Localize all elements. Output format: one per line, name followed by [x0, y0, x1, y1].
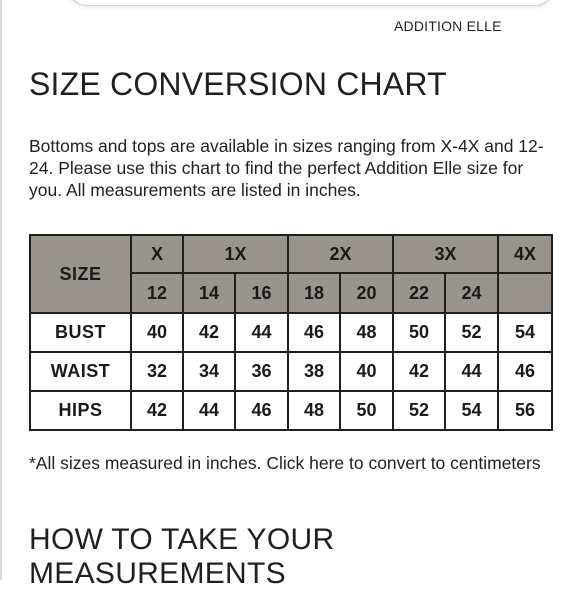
size-header: 14 — [183, 273, 235, 313]
size-header: 22 — [393, 273, 445, 313]
table-cell: 40 — [131, 313, 183, 352]
table-cell: 42 — [183, 313, 235, 352]
table-cell: 54 — [498, 313, 552, 352]
table-cell: 34 — [183, 352, 235, 391]
table-cell: 50 — [340, 391, 393, 430]
table-cell: 44 — [183, 391, 235, 430]
page-title: SIZE CONVERSION CHART — [29, 66, 447, 102]
table-cell: 36 — [235, 352, 288, 391]
group-header-x: X — [131, 235, 183, 273]
section-title-measurements: HOW TO TAKE YOUR MEASUREMENTS — [29, 523, 335, 590]
row-label: BUST — [30, 313, 131, 352]
table-cell: 56 — [498, 391, 552, 430]
table-cell: 44 — [445, 352, 498, 391]
group-header-4x: 4X — [498, 235, 552, 273]
group-header-1x: 1X — [183, 235, 288, 273]
table-header-row-groups — [30, 235, 552, 273]
table-cell: 42 — [131, 391, 183, 430]
size-conversion-table — [29, 234, 553, 431]
table-cell: 38 — [288, 352, 340, 391]
table-cell: 46 — [288, 313, 340, 352]
table-cell: 32 — [131, 352, 183, 391]
table-cell: 40 — [340, 352, 393, 391]
row-label: WAIST — [30, 352, 131, 391]
size-corner-header: SIZE — [30, 235, 131, 313]
intro-text: Bottoms and tops are available in sizes ranging from X-4X and 12-24. Please use this chart to find the perfect Addition Elle size for you. All measurements are listed in inches. — [29, 136, 544, 200]
table-row-waist — [30, 352, 552, 391]
table-cell: 44 — [235, 313, 288, 352]
top-card-edge — [66, 0, 556, 6]
table-cell: 46 — [235, 391, 288, 430]
group-header-3x: 3X — [393, 235, 498, 273]
size-header: 18 — [288, 273, 340, 313]
group-header-2x: 2X — [288, 235, 393, 273]
size-header: 12 — [131, 273, 183, 313]
size-header: 24 — [445, 273, 498, 313]
footnote-convert-link[interactable]: *All sizes measured in inches. Click here to convert to centimeters — [29, 453, 541, 473]
table-cell: 48 — [288, 391, 340, 430]
size-header: 16 — [235, 273, 288, 313]
brand-label: ADDITION ELLE — [394, 18, 502, 34]
table-cell: 42 — [393, 352, 445, 391]
table-cell: 48 — [340, 313, 393, 352]
row-label: HIPS — [30, 391, 131, 430]
table-row-hips — [30, 391, 552, 430]
left-divider — [0, 0, 2, 580]
table-cell: 46 — [498, 352, 552, 391]
table-row-bust — [30, 313, 552, 352]
table-cell: 52 — [393, 391, 445, 430]
table-cell: 54 — [445, 391, 498, 430]
size-header: 20 — [340, 273, 393, 313]
table-cell: 52 — [445, 313, 498, 352]
size-header-empty — [498, 273, 552, 313]
table-cell: 50 — [393, 313, 445, 352]
